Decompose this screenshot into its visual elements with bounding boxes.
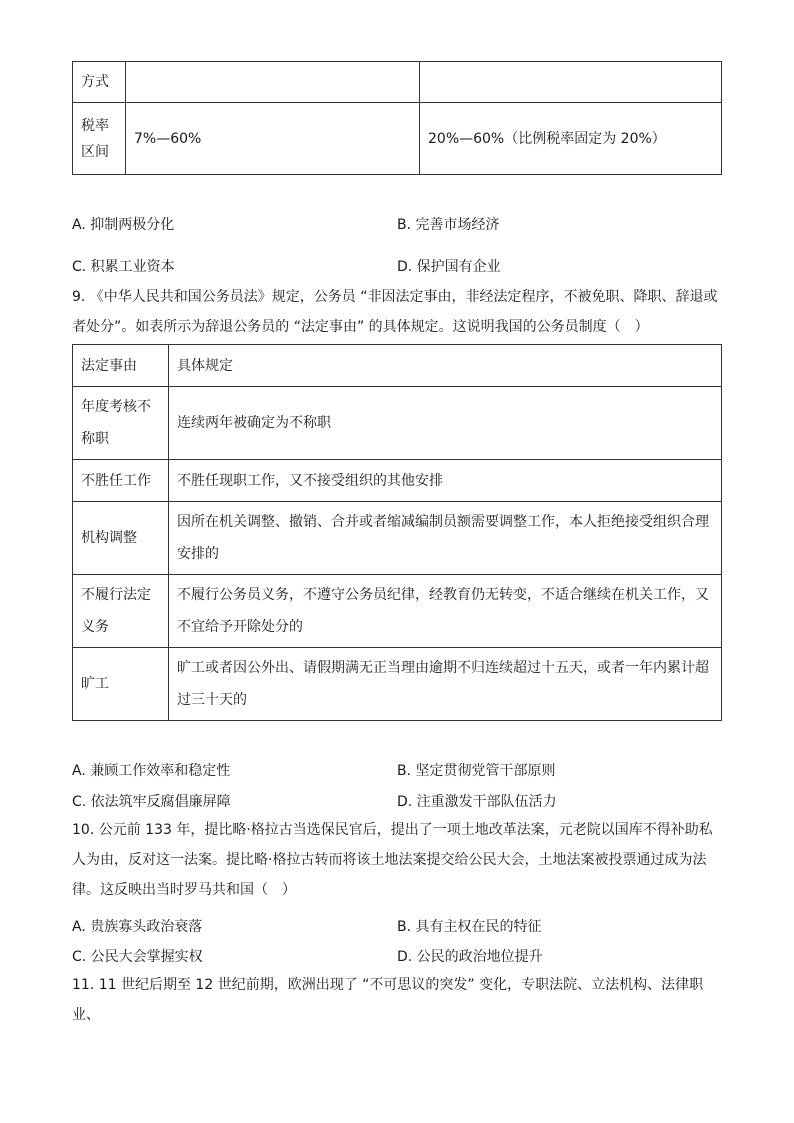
dismissal-table [72, 344, 722, 721]
q10-stem: 10. 公元前 133 年，提比略·格拉古当选保民官后，提出了一项土地改革法案，元老院以国库不得补助私人为由，反对这一法案。提比略·格拉古转而将该土地法案提交给公民大会，土地法案被投票通过成为法律。这反映出当时罗马共和国（ ） [72, 822, 713, 898]
q9-option-d[interactable]: D. 注重激发干部队伍活力 [397, 794, 557, 810]
q8-option-a[interactable]: A. 抑制两极分化 [72, 217, 175, 233]
dismissal-reason: 旷工 [73, 648, 169, 721]
dismissal-reason: 年度考核不称职 [73, 387, 169, 460]
dismissal-rule: 旷工或者因公外出、请假期满无正当理由逾期不归连续超过十五天，或者一年内累计超过三十天的 [169, 648, 722, 721]
tax-table-cell [420, 62, 722, 103]
dismissal-table-header: 法定事由 [73, 345, 169, 387]
dismissal-rule: 因所在机关调整、撤销、合并或者缩减编制员额需要调整工作，本人拒绝接受组织合理安排的 [169, 502, 722, 575]
q9-option-b[interactable]: B. 坚定贯彻党管干部原则 [397, 763, 556, 779]
q11-stem: 11. 11 世纪后期至 12 世纪前期，欧洲出现了 “不可思议的突发” 变化，专职法院、立法机构、法律职业、 [72, 977, 704, 1023]
dismissal-rule: 不履行公务员义务，不遵守公务员纪律，经教育仍无转变，不适合继续在机关工作，又不宜给予开除处分的 [169, 575, 722, 648]
tax-table-cell: 20%—60%（比例税率固定为 20%） [420, 103, 722, 175]
dismissal-reason: 机构调整 [73, 502, 169, 575]
q10-option-c[interactable]: C. 公民大会掌握实权 [72, 949, 203, 965]
q8-option-b[interactable]: B. 完善市场经济 [397, 217, 500, 233]
dismissal-reason: 不胜任工作 [73, 460, 169, 502]
q9-option-a[interactable]: A. 兼顾工作效率和稳定性 [72, 763, 231, 779]
dismissal-rule: 不胜任现职工作，又不接受组织的其他安排 [169, 460, 722, 502]
q8-option-c[interactable]: C. 积累工业资本 [72, 259, 175, 275]
dismissal-rule: 连续两年被确定为不称职 [169, 387, 722, 460]
q9-option-c[interactable]: C. 依法筑牢反腐倡廉屏障 [72, 794, 231, 810]
tax-table-cell: 7%—60% [126, 103, 420, 175]
q8-option-d[interactable]: D. 保护国有企业 [397, 259, 501, 275]
q10-option-b[interactable]: B. 具有主权在民的特征 [397, 919, 542, 935]
tax-table-cell [126, 62, 420, 103]
tax-table [72, 61, 722, 175]
q10-option-a[interactable]: A. 贵族寡头政治衰落 [72, 919, 203, 935]
tax-table-label: 税率区间 [73, 103, 126, 175]
tax-table-label: 方式 [73, 62, 126, 103]
dismissal-table-header: 具体规定 [169, 345, 722, 387]
q9-stem: 9. 《中华人民共和国公务员法》规定，公务员 “非因法定事由，非经法定程序，不被免职、降职、辞退或者处分”。如表所示为辞退公务员的 “法定事由” 的具体规定。这说明我国的公务员制度（ ） [72, 289, 718, 335]
dismissal-reason: 不履行法定义务 [73, 575, 169, 648]
q10-option-d[interactable]: D. 公民的政治地位提升 [397, 949, 543, 965]
